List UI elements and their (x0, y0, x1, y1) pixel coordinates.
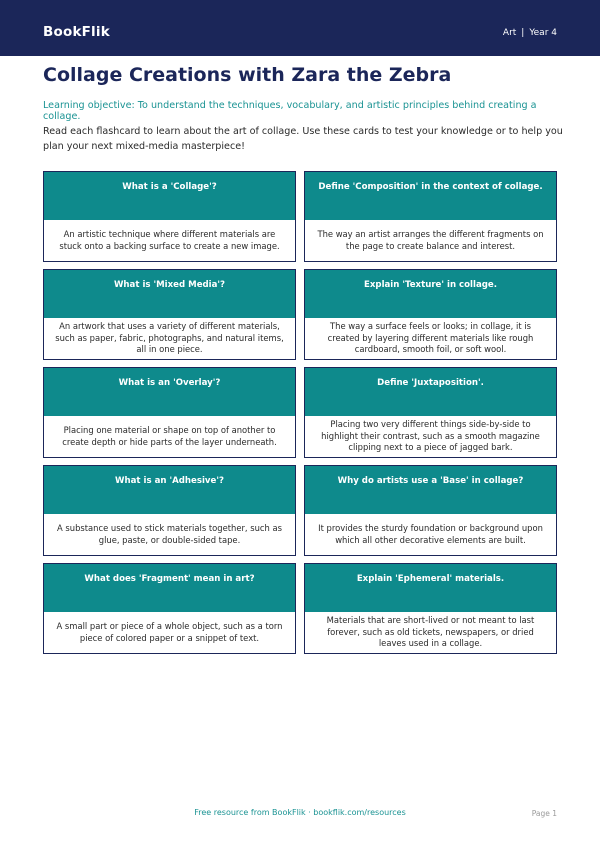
flashcard-question: What does 'Fragment' mean in art? (44, 564, 295, 612)
intro-text: Read each flashcard to learn about the art of collage. Use these cards to test your knowledge or to help you plan your next mixed-media masterpiece! (43, 126, 563, 152)
flashcard-answer: An artwork that uses a variety of different materials, such as paper, fabric, photographs, and natural items, all in one piece. (55, 321, 284, 355)
flashcard-answer: It provides the sturdy foundation or background upon which all other decorative elements are built. (318, 523, 543, 545)
flashcard-question: Define 'Composition' in the context of collage. (305, 172, 556, 220)
flashcard-answer: A small part or piece of a whole object, such as a torn piece of colored paper or a snippet of text. (56, 621, 283, 643)
flashcard[interactable] (43, 563, 296, 654)
flashcard-question: What is an 'Adhesive'? (44, 466, 295, 514)
flashcard-question: Explain 'Texture' in collage. (305, 270, 556, 318)
brand-logo[interactable]: BookFlik (43, 24, 110, 40)
flashcard-question: What is 'Mixed Media'? (44, 270, 295, 318)
flashcard[interactable] (304, 171, 557, 262)
flashcard[interactable] (304, 563, 557, 654)
flashcard[interactable] (43, 269, 296, 360)
flashcard-question: Why do artists use a 'Base' in collage? (305, 466, 556, 514)
subject-label: Art (502, 28, 517, 38)
flashcard-question: Explain 'Ephemeral' materials. (305, 564, 556, 612)
flashcard-question: What is an 'Overlay'? (44, 368, 295, 416)
flashcard-answer: Placing one material or shape on top of another to create depth or hide parts of the layer underneath. (62, 425, 277, 447)
flashcard-answer: Materials that are short-lived or not meant to last forever, such as old tickets, newspapers, or dried leaves used in a collage. (326, 615, 535, 649)
flashcard-question: Define 'Juxtaposition'. (305, 368, 556, 416)
flashcard[interactable] (304, 269, 557, 360)
page-title: Collage Creations with Zara the Zebra (43, 64, 452, 86)
flashcard[interactable] (304, 367, 557, 458)
top-bar (0, 0, 600, 56)
flashcard[interactable] (304, 465, 557, 556)
footer-resource-link[interactable]: Free resource from BookFlik · bookflik.com/resources (194, 808, 406, 817)
flashcard-answer: An artistic technique where different materials are stuck onto a backing surface to create a new image. (59, 229, 280, 251)
learning-objective: Learning objective: To understand the techniques, vocabulary, and artistic principles behind creating a collage. (43, 100, 537, 122)
page-number: Page 1 (531, 809, 557, 818)
flashcard-answer: A substance used to stick materials together, such as glue, paste, or double-sided tape. (57, 523, 282, 545)
flashcard-answer: Placing two very different things side-by-side to highlight their contrast, such as a smooth magazine clipping next to a piece of jagged bark. (321, 419, 540, 453)
flashcard-answer: The way an artist arranges the different fragments on the page to create balance and interest. (317, 229, 544, 251)
subject-year-label (503, 28, 557, 38)
flashcard[interactable] (43, 367, 296, 458)
flashcard-grid (43, 171, 557, 654)
separator: | (521, 28, 525, 38)
flashcard[interactable] (43, 171, 296, 262)
flashcard-answer: The way a surface feels or looks; in collage, it is created by layering different materials like rough cardboard, smooth foil, or soft wool. (327, 321, 534, 355)
year-label: Year 4 (529, 28, 557, 38)
flashcard[interactable] (43, 465, 296, 556)
flashcard-question: What is a 'Collage'? (44, 172, 295, 220)
